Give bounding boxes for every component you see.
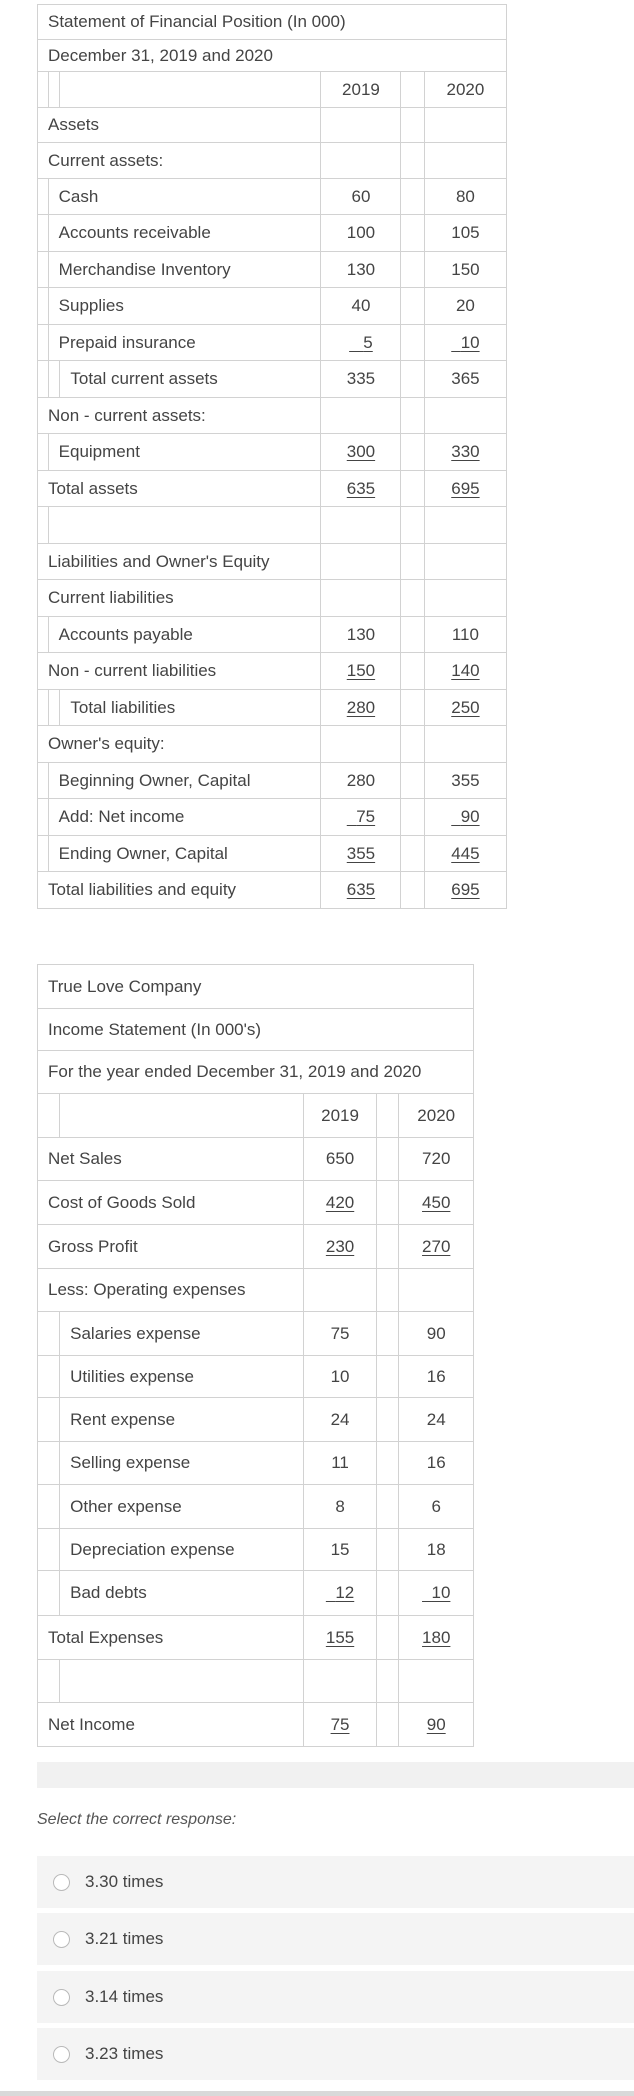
equipment-2019: 300 [346, 442, 376, 461]
radio-button-icon[interactable] [53, 1931, 70, 1948]
total-liab-2019: 280 [346, 697, 376, 717]
net-sales-label: Net Sales [38, 1138, 304, 1181]
supplies-label: Supplies [48, 288, 321, 325]
net-sales-2020: 720 [399, 1138, 474, 1181]
ar-label: Accounts receivable [48, 215, 321, 252]
is-header-2020: 2020 [399, 1094, 474, 1138]
salaries-2020: 90 [399, 1312, 474, 1356]
salaries-2019: 75 [303, 1312, 377, 1356]
gross-profit-2019: 230 [325, 1236, 355, 1256]
answer-option-3[interactable] [37, 1971, 634, 2023]
inventory-label: Merchandise Inventory [48, 252, 321, 288]
salaries-label: Salaries expense [60, 1312, 304, 1356]
equipment-label: Equipment [48, 434, 321, 471]
bs-title: Statement of Financial Position (In 000) [38, 5, 507, 40]
answer-option-label: 3.21 times [85, 1929, 164, 1948]
rent-label: Rent expense [60, 1398, 304, 1442]
utilities-2020: 16 [399, 1356, 474, 1398]
total-assets-2020: 695 [451, 478, 480, 498]
total-le-2020: 695 [451, 880, 480, 899]
total-le-label: Total liabilities and equity [38, 872, 321, 909]
cogs-label: Cost of Goods Sold [38, 1181, 304, 1225]
total-expenses-2019: 155 [325, 1627, 355, 1647]
equipment-2020: 330 [451, 442, 480, 461]
liab-equity-heading: Liabilities and Owner's Equity [38, 544, 321, 580]
ap-2019: 130 [321, 617, 401, 653]
radio-button-icon[interactable] [53, 1989, 70, 2006]
cash-label: Cash [48, 179, 321, 215]
answer-option-2[interactable] [37, 1913, 634, 1965]
other-2019: 8 [303, 1485, 377, 1529]
answer-option-label: 3.14 times [85, 1987, 164, 2006]
utilities-2019: 10 [303, 1356, 377, 1398]
bad-debts-2020: 10 [431, 1583, 451, 1602]
ar-2020: 105 [424, 215, 506, 252]
bs-net-income-2019: 75 [356, 807, 376, 826]
net-income-label: Add: Net income [48, 799, 321, 836]
radio-button-icon[interactable] [53, 1874, 70, 1891]
total-liab-label: Total liabilities [60, 690, 321, 726]
answer-option-4[interactable] [37, 2028, 634, 2080]
depreciation-2020: 18 [399, 1529, 474, 1571]
inventory-2020: 150 [424, 252, 506, 288]
selling-label: Selling expense [60, 1442, 304, 1485]
beg-capital-label: Beginning Owner, Capital [48, 763, 321, 799]
bad-debts-2019: 12 [335, 1583, 355, 1602]
depreciation-2019: 15 [303, 1529, 377, 1571]
answer-option-label: 3.23 times [85, 2044, 164, 2063]
is-net-income-label: Net Income [38, 1703, 304, 1747]
supplies-2019: 40 [321, 288, 401, 325]
total-expenses-2020: 180 [422, 1627, 451, 1647]
is-net-income-2020: 90 [426, 1714, 446, 1734]
ar-2019: 100 [321, 215, 401, 252]
depreciation-label: Depreciation expense [60, 1529, 304, 1571]
noncurrent-liab-2019: 150 [346, 661, 376, 680]
prepaid-2019: 5 [363, 332, 373, 352]
beg-capital-2020: 355 [424, 763, 506, 799]
total-assets-label: Total assets [38, 471, 321, 507]
bs-net-income-2020: 90 [460, 807, 480, 826]
supplies-2020: 20 [424, 288, 506, 325]
bottom-divider [0, 2091, 634, 2096]
assets-heading: Assets [38, 108, 321, 143]
bad-debts-label: Bad debts [60, 1571, 304, 1616]
prepaid-2020: 10 [460, 332, 480, 352]
current-assets-heading: Current assets: [38, 143, 321, 179]
noncurrent-liab-label: Non - current liabilities [38, 653, 321, 690]
is-title: Income Statement (In 000's) [38, 1009, 474, 1051]
total-assets-2019: 635 [346, 478, 376, 498]
net-sales-2019: 650 [303, 1138, 377, 1181]
selling-2020: 16 [399, 1442, 474, 1485]
balance-sheet-table [37, 4, 507, 909]
total-current-2019: 335 [321, 361, 401, 398]
ap-2020: 110 [424, 617, 506, 653]
separator-bar [37, 1762, 634, 1788]
cogs-2020: 450 [422, 1192, 451, 1212]
noncurrent-liab-2020: 140 [451, 661, 480, 680]
current-liab-heading: Current liabilities [38, 580, 321, 617]
is-company: True Love Company [38, 965, 474, 1009]
gross-profit-2020: 270 [422, 1236, 451, 1256]
total-current-label: Total current assets [60, 361, 321, 398]
end-capital-2020: 445 [451, 843, 480, 863]
answer-option-label: 3.30 times [85, 1872, 164, 1891]
is-net-income-2019: 75 [330, 1714, 350, 1734]
end-capital-2019: 355 [346, 843, 376, 863]
other-2020: 6 [399, 1485, 474, 1529]
gross-profit-label: Gross Profit [38, 1225, 304, 1269]
other-label: Other expense [60, 1485, 304, 1529]
radio-button-icon[interactable] [53, 2046, 70, 2063]
noncurrent-assets-heading: Non - current assets: [38, 398, 321, 434]
total-liab-2020: 250 [451, 697, 480, 717]
beg-capital-2019: 280 [321, 763, 401, 799]
is-header-2019: 2019 [303, 1094, 377, 1138]
question-prompt: Select the correct response: [37, 1811, 237, 1828]
is-period: For the year ended December 31, 2019 and 2020 [38, 1051, 474, 1094]
total-expenses-label: Total Expenses [38, 1616, 304, 1660]
less-opex-heading: Less: Operating expenses [38, 1269, 304, 1312]
income-statement-table [37, 964, 474, 1747]
cogs-2019: 420 [325, 1192, 355, 1212]
bs-date: December 31, 2019 and 2020 [38, 40, 507, 72]
answer-option-1[interactable] [37, 1856, 634, 1908]
ap-label: Accounts payable [48, 617, 321, 653]
owners-equity-heading: Owner's equity: [38, 726, 321, 763]
inventory-2019: 130 [321, 252, 401, 288]
cash-2019: 60 [321, 179, 401, 215]
rent-2020: 24 [399, 1398, 474, 1442]
rent-2019: 24 [303, 1398, 377, 1442]
bs-header-2020: 2020 [424, 72, 506, 108]
total-le-2019: 635 [346, 880, 376, 899]
selling-2019: 11 [303, 1442, 377, 1485]
utilities-label: Utilities expense [60, 1356, 304, 1398]
prepaid-label: Prepaid insurance [48, 325, 321, 361]
bs-header-2019: 2019 [321, 72, 401, 108]
total-current-2020: 365 [424, 361, 506, 398]
end-capital-label: Ending Owner, Capital [48, 836, 321, 872]
cash-2020: 80 [424, 179, 506, 215]
